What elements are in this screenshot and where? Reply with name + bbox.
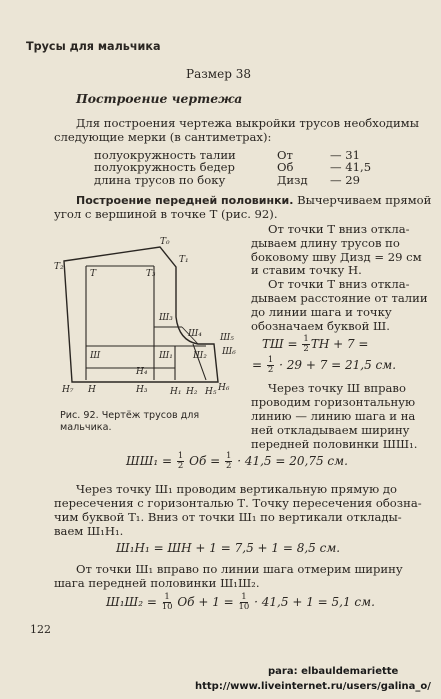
watermark-url[interactable]: http://www.liveinternet.ru/users/galina_o/ bbox=[195, 681, 431, 692]
right-line: передней половинки ШШ₁. bbox=[251, 437, 418, 451]
formula-tsh-1: ТШ = $\frac{1}{2}$ ТН + 7 = bbox=[262, 334, 369, 354]
label-sh5: Ш₅ bbox=[220, 333, 234, 343]
right-line: От точки Т вниз откла- bbox=[268, 222, 410, 236]
para2-line-4: ваем Ш₁Н₁. bbox=[54, 524, 124, 538]
label-sh4: Ш₄ bbox=[188, 329, 202, 339]
pattern-outline bbox=[64, 247, 218, 382]
crotch-curve-line bbox=[193, 344, 206, 380]
right-line: дываем длину трусов по bbox=[251, 236, 400, 250]
section-title: Трусы для мальчика bbox=[26, 40, 161, 53]
label-h4: Н₄ bbox=[136, 367, 148, 377]
watermark-author: para: elbauldemariette bbox=[268, 666, 399, 677]
size-label: Размер 38 bbox=[186, 67, 251, 81]
measure-value: — 29 bbox=[330, 173, 361, 187]
intro-line-1: Для построения чертежа выкройки трусов необходимы bbox=[76, 116, 419, 130]
right-line: боковому шву Дизд = 29 см bbox=[251, 250, 422, 264]
right-line: Через точку Ш вправо bbox=[268, 381, 406, 395]
label-h3: Н₃ bbox=[136, 385, 148, 395]
label-t1: Т₁ bbox=[179, 255, 189, 265]
para2-line-1: Через точку Ш₁ проводим вертикальную прямую до bbox=[76, 482, 398, 496]
measure-value: — 31 bbox=[330, 148, 361, 162]
measure-abbr: Дизд bbox=[277, 173, 308, 187]
right-line: проводим горизонтальную bbox=[251, 395, 416, 409]
right-line: От точки Т вниз откла- bbox=[268, 277, 410, 291]
right-line: до линии шага и точку bbox=[251, 305, 392, 319]
pattern-drawing bbox=[48, 232, 248, 402]
measure-value: — 41,5 bbox=[330, 160, 372, 174]
measure-abbr: Об bbox=[277, 160, 294, 174]
front-para-line-2: угол с вершиной в точке Т (рис. 92). bbox=[54, 207, 278, 221]
label-h1: Н₁ bbox=[170, 387, 182, 397]
label-t3: Т₃ bbox=[146, 269, 156, 279]
caption-line-2: мальчика. bbox=[60, 422, 112, 433]
formula-tsh-2: = $\frac{1}{2}$ · 29 + 7 = 21,5 см. bbox=[252, 355, 397, 375]
label-t2: Т₂ bbox=[54, 262, 64, 272]
label-sh2: Ш₂ bbox=[193, 351, 207, 361]
measure-abbr: От bbox=[277, 148, 293, 162]
right-line: дываем расстояние от талии bbox=[251, 291, 428, 305]
front-para-rest: Вычерчиваем прямой bbox=[293, 193, 432, 207]
formula-shsh1: ШШ₁ = $\frac{1}{2}$ Об = $\frac{1}{2}$ · 41,5 = 20,75 см. bbox=[126, 451, 348, 471]
para2-line-2: пересечения с горизонталью Т. Точку пересечения обозна- bbox=[54, 496, 422, 510]
measure-name: полуокружность бедер bbox=[94, 160, 235, 174]
label-sh: Ш bbox=[90, 351, 101, 361]
label-sh3: Ш₃ bbox=[159, 313, 173, 323]
para2-line-3: чим буквой Т₁. Вниз от точки Ш₁ по вертикали отклады- bbox=[54, 510, 402, 524]
section-heading: Построение чертежа bbox=[76, 91, 243, 106]
label-sh6: Ш₆ bbox=[222, 347, 236, 357]
right-line: обозначаем буквой Ш. bbox=[251, 319, 390, 333]
para3-line-1: От точки Ш₁ вправо по линии шага отмерим ширину bbox=[76, 562, 403, 576]
right-line: ней откладываем ширину bbox=[251, 423, 410, 437]
measure-name: полуокружность талии bbox=[94, 148, 236, 162]
measure-name: длина трусов по боку bbox=[94, 173, 226, 187]
label-h5: Н₅ bbox=[205, 387, 217, 397]
label-t: Т bbox=[90, 269, 97, 279]
intro-line-2: следующие мерки (в сантиметрах): bbox=[54, 130, 272, 144]
label-t0: Т₀ bbox=[160, 237, 170, 247]
figure-caption bbox=[60, 410, 199, 434]
right-line: и ставим точку Н. bbox=[251, 263, 362, 277]
label-sh1: Ш₁ bbox=[159, 351, 173, 361]
label-h6: Н₆ bbox=[218, 383, 230, 393]
label-h7: Н₇ bbox=[62, 385, 74, 395]
formula-sh1sh2: Ш₁Ш₂ = $\frac{1}{10}$ Об + 1 = $\frac{1}{10}$ · 41,5 + 1 = 5,1 см. bbox=[106, 592, 375, 612]
label-h2: Н₂ bbox=[186, 387, 198, 397]
label-h: Н bbox=[88, 385, 96, 395]
page-number: 122 bbox=[30, 623, 51, 636]
para3-line-2: шага передней половинки Ш₁Ш₂. bbox=[54, 576, 260, 590]
formula-sh1h1: Ш₁Н₁ = ШН + 1 = 7,5 + 1 = 8,5 см. bbox=[116, 541, 341, 555]
right-line: линию — линию шага и на bbox=[251, 409, 416, 423]
front-para-bold: Построение передней половинки. bbox=[76, 194, 294, 207]
caption-line-1: Рис. 92. Чертёж трусов для bbox=[60, 410, 200, 421]
